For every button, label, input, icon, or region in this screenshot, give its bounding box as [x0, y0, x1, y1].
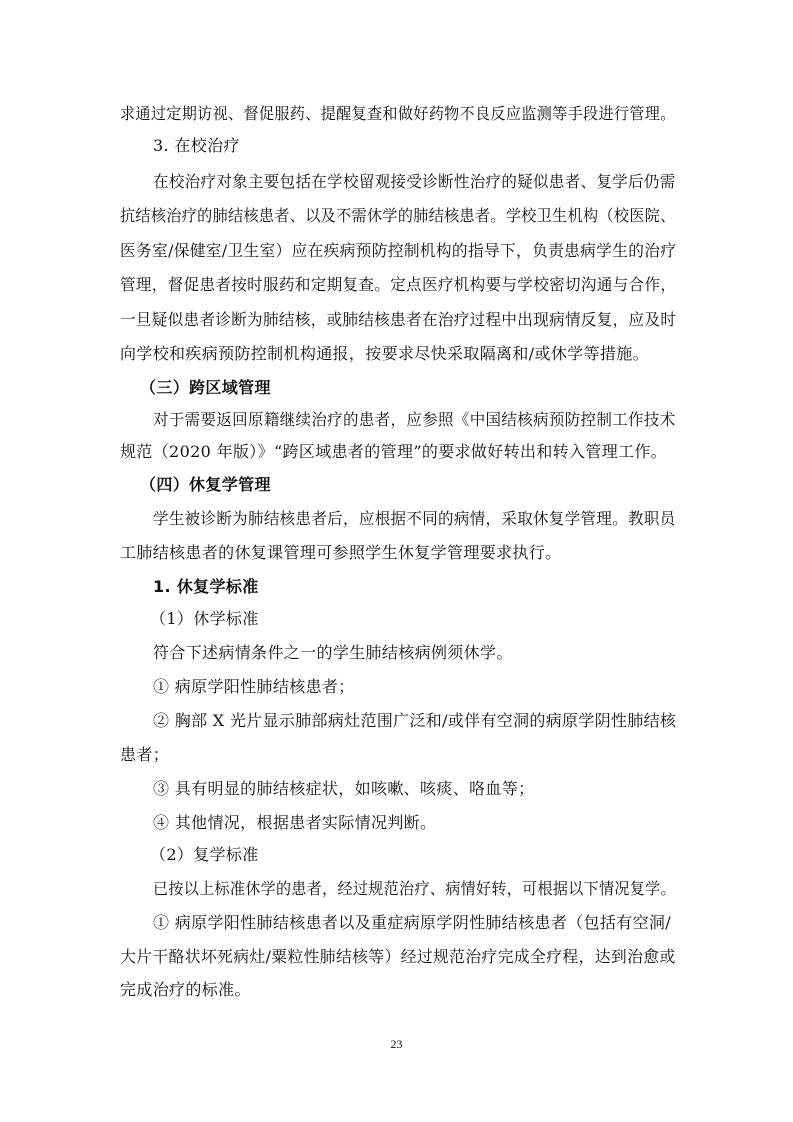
paragraph-line: 学生被诊断为肺结核患者后，应根据不同的病情，采取休复学管理。教职员	[153, 509, 676, 528]
paragraph-line: 管理，督促患者按时服药和定期复查。定点医疗机构要与学校密切沟通与合作，	[120, 275, 677, 294]
list-item-continuation: 患者；	[120, 745, 170, 764]
paragraph-line: 求通过定期访视、督促服药、提醒复查和做好药物不良反应监测等手段进行管理。	[120, 104, 676, 123]
page-number: 23	[390, 1037, 403, 1051]
paragraph-line: 符合下述病情条件之一的学生肺结核病例须休学。	[153, 643, 513, 662]
paragraph-line: 医务室/保健室/卫生室）应在疾病预防控制机构的指导下，负责患病学生的治疗	[120, 241, 677, 260]
subsection-heading: （2）复学标准	[150, 845, 259, 864]
subsection-heading: （1）休学标准	[150, 609, 259, 628]
list-item: ① 病原学阳性肺结核患者以及重症病原学阴性肺结核患者（包括有空洞/	[153, 913, 672, 932]
paragraph-line: 抗结核治疗的肺结核患者、以及不需休学的肺结核患者。学校卫生机构（校医院、	[120, 206, 676, 225]
section-heading: （三）跨区域管理	[140, 378, 271, 397]
list-item-continuation: 大片干酪状坏死病灶/粟粒性肺结核等）经过规范治疗完成全疗程，达到治愈或	[120, 947, 676, 966]
subsection-heading: 3. 在校治疗	[153, 136, 240, 155]
list-item-continuation: 完成治疗的标准。	[120, 980, 251, 999]
list-item: ② 胸部 X 光片显示肺部病灶范围广泛和/或伴有空洞的病原学阴性肺结核	[153, 711, 677, 730]
list-item: ④ 其他情况，根据患者实际情况判断。	[153, 813, 437, 832]
paragraph-line: 规范（2020 年版）》“跨区域患者的管理”的要求做好转出和转入管理工作。	[120, 442, 668, 461]
section-heading: （四）休复学管理	[140, 475, 271, 494]
paragraph-line: 向学校和疾病预防控制机构通报，按要求尽快采取隔离和/或休学等措施。	[120, 344, 649, 363]
paragraph-line: 一旦疑似患者诊断为肺结核，或肺结核患者在治疗过程中出现病情反复，应及时	[120, 310, 677, 329]
list-item: ③ 具有明显的肺结核症状，如咳嗽、咳痰、咯血等；	[153, 779, 535, 798]
paragraph-line: 在校治疗对象主要包括在学校留观接受诊断性治疗的疑似患者、复学后仍需	[153, 172, 676, 191]
list-item: ① 病原学阳性肺结核患者；	[153, 677, 355, 696]
paragraph-line: 对于需要返回原籍继续治疗的患者，应参照《中国结核病预防控制工作技术	[153, 410, 676, 429]
paragraph-line: 已按以上标准休学的患者，经过规范治疗、病情好转，可根据以下情况复学。	[153, 879, 676, 898]
paragraph-line: 工肺结核患者的休复课管理可参照学生休复学管理要求执行。	[120, 543, 562, 562]
subsection-heading: 1. 休复学标准	[153, 577, 259, 596]
